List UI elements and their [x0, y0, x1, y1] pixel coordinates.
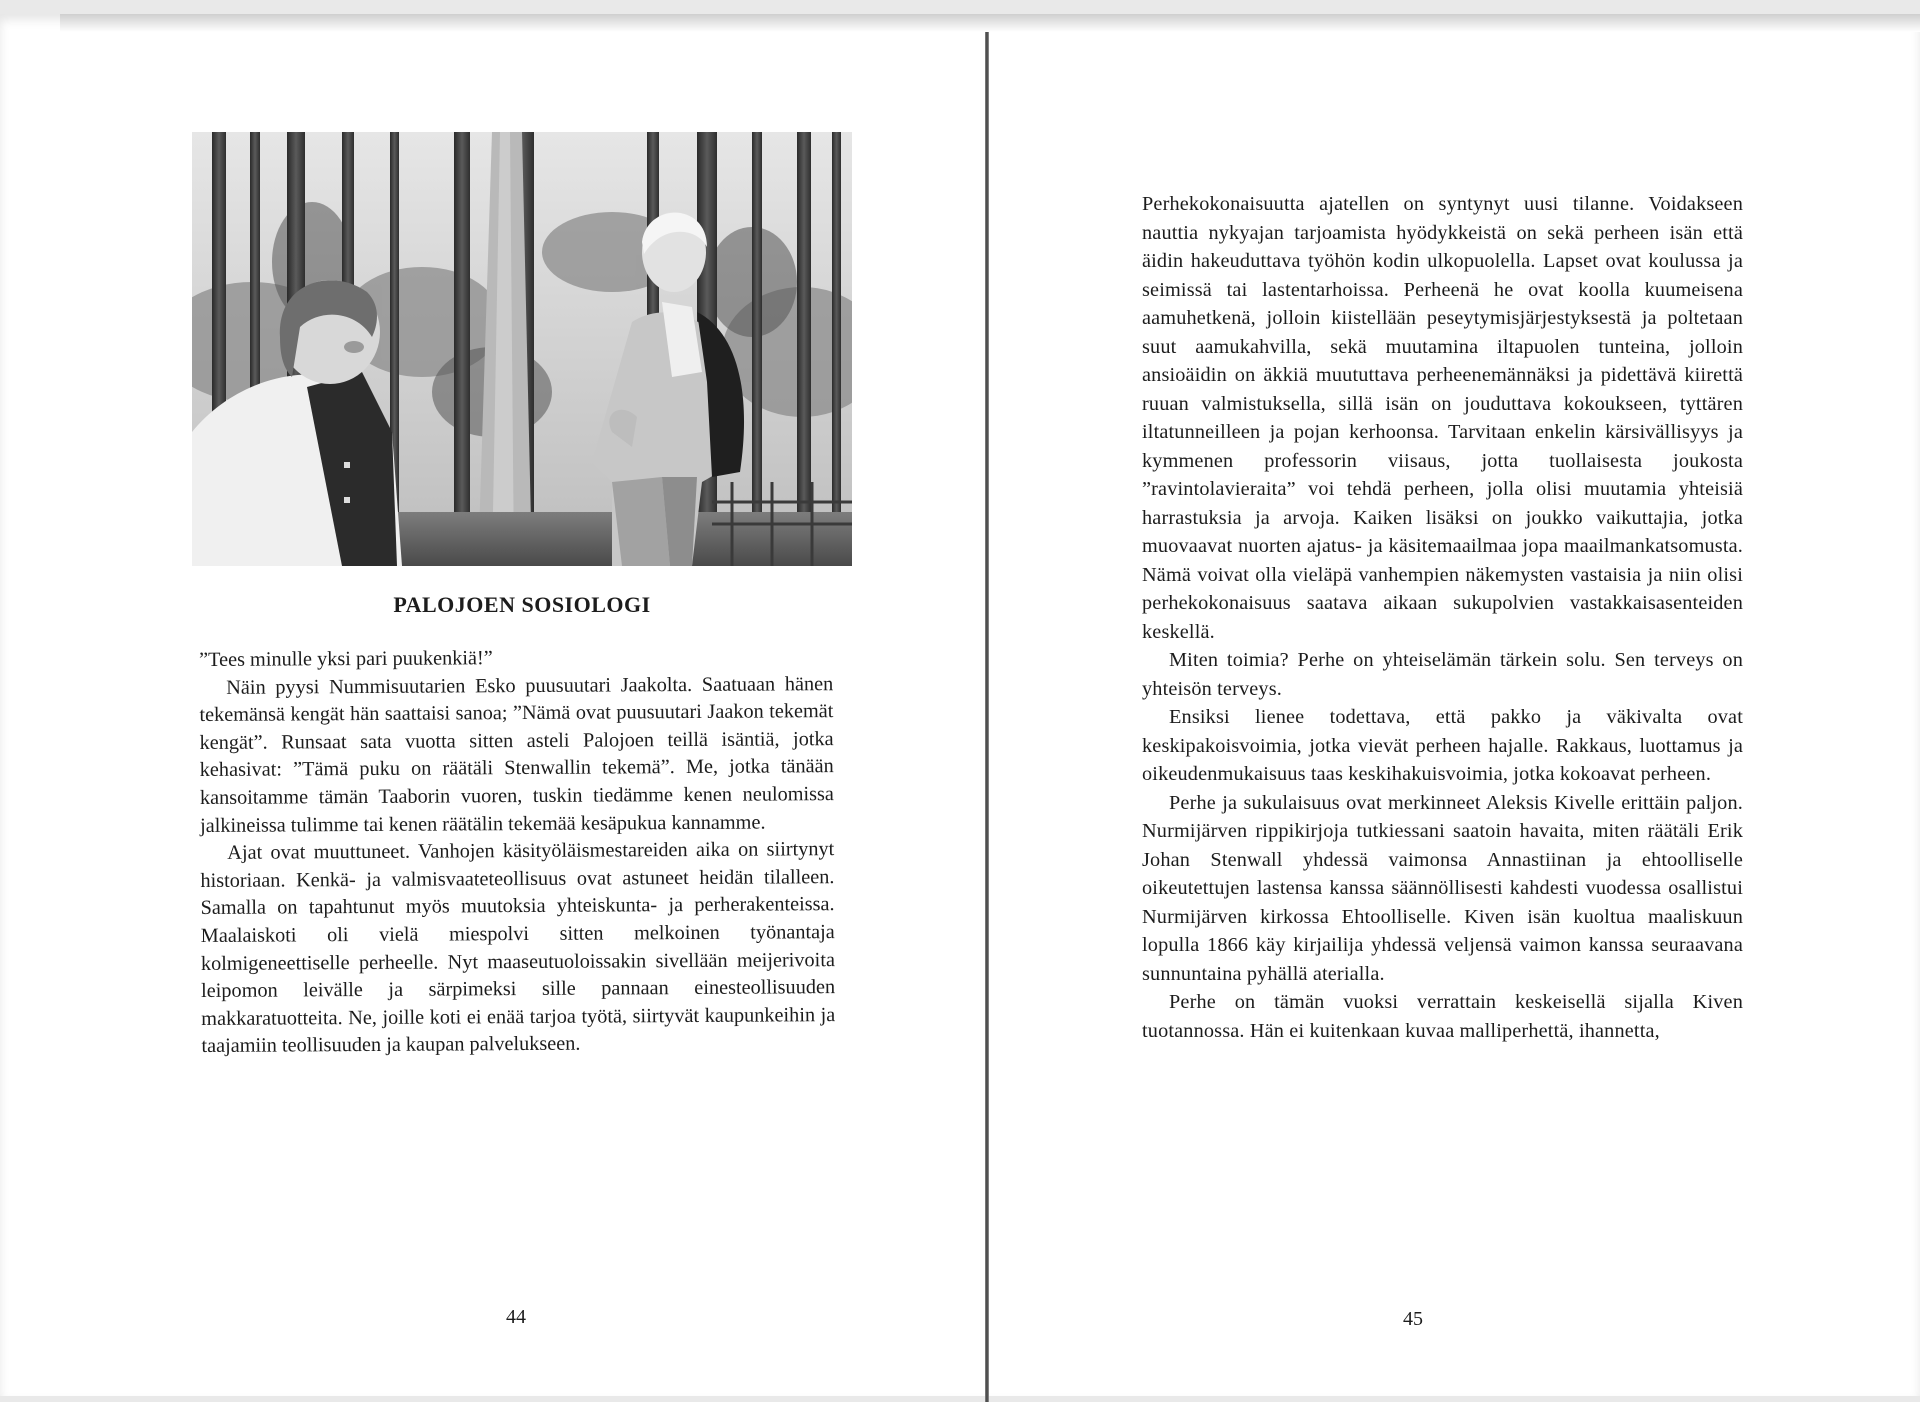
left-page: [0, 14, 985, 1396]
paragraph: Miten toimia? Perhe on yhteiselämän tärkein solu. Sen terveys on yhteisön terveys.: [1142, 649, 1743, 700]
left-page-text: [199, 643, 836, 1061]
right-page: [989, 14, 1920, 1396]
photo-illustration: [192, 132, 852, 566]
paragraph: Perhe ja sukulaisuus ovat merkinneet Aleksis Kivelle erittäin paljon. Nurmijärven rippikirjoja tutkiessani saatoin havaita, miten räätäli Erik Johan Stenwall yhdessä vaimonsa Annastiinan ja ehtoolliselle oikeutettujen lastensa kanssa säännöllisesti kahdesti vuodessa osallistui Nurmijärven kirkossa Ehtoolliselle. Kiven isän kuoltua maaliskuun lopulla 1866 käy kirjailija yhdessä veljensä vaimon kanssa seuraavana sunnuntaina pyhällä aterialla.: [1142, 791, 1743, 985]
photo-two-men-in-pine-forest-icon: [192, 132, 852, 566]
paragraph: ”Tees minulle yksi pari puukenkiä!”: [199, 647, 493, 671]
paragraph: Perhe on tämän vuoksi verrattain keskeisellä sijalla Kiven tuotannossa. Hän ei kuitenkaan kuvaa malliperhettä, ihannetta,: [1142, 991, 1743, 1042]
page-number: 44: [506, 1306, 526, 1328]
paragraph: Perhekokonaisuutta ajatellen on syntynyt uusi tilanne. Voidakseen nauttia nykyajan tarjoamista hyödykkeistä on sekä perheen isän että äidin hakeuduttava työhön kodin ulkopuolella. Lapset ovat koulussa ja seimissä tai lastentarhoissa. Perheenä he ovat koolla kuumeisena aamuhetkenä, jolloin kiistellään peseytymisjärjestyksestä ja poltetaan suut aamukahvilla, sekä muutamina iltapuolen tunteina, jolloin ansioäidin on äkkiä muututtava perheenemännäksi ja pidettävä kiirettä ruuan valmistuksella, sillä isän on jouduttava kokoukseen, tyttären iltatunneilleen ja pojan kerhoonsa. Tarvitaan enkelin kärsivällisyys ja kymmenen professorin viisaus, jotta tuollaisesta joukosta ”ravintolavieraita” voi tehdä perheen, jolla olisi muutamia yhteisiä harrastuksia ja arvoja. Kaiken lisäksi on joukko vaikuttajia, jotka muovaavat nuorten ajatus- ja käsitemaailmaa jopa maailmankatsomusta. Nämä voivat olla vieläpä vanhempien näkemysten vastaisia ja niin olisi perhekokonaisuus saatava aikaan sukupolvien vastakkaisasenteiden keskellä.: [1142, 193, 1743, 643]
right-page-text: [1142, 190, 1743, 1045]
paragraph: Näin pyysi Nummisuutarien Esko puusuutari Jaakolta. Saatuaan hänen tekemänsä kengät hän saattaisi sanoa; ”Nämä ovat puusuutari Jaakon tekemät kengät”. Runsaat sata vuotta sitten asteli Palojoen teillä isäntiä, jotka kehasivat: ”Tämä puku on räätäli Stenwallin tekemä”. Me, jotka tänään kansoitamme tämän Taaborin vuoren, tuskin tiedämme kenen neulomissa jalkineissa tulimme tai kenen räätälin tekemää kesäpukua kannamme.: [199, 672, 834, 837]
page-number: 45: [1403, 1308, 1423, 1330]
article-title: PALOJOEN SOSIOLOGI: [393, 592, 651, 617]
paragraph: Ajat ovat muuttuneet. Vanhojen käsityöläismestareiden aika on siirtynyt historiaan. Kenkä- ja valmisvaateteollisuus ovat astuneet heidän tilalleen. Samalla on tapahtunut myös muutoksia yhteiskunta- ja perherakenteissa. Maalaiskoti oli vielä miespolvi sitten melkoinen työnantaja kolmigeneettiselle perheelle. Nyt maaseutuoloissakin sivellään meijerivoita leipomon leivälle ja särpimeksi sille pannaan einesteollisuuden makkaratuotteita. Ne, joille koti ei enää tarjoa työtä, siirtyvät kaupunkeihin ja taajamiin teollisuuden ja kaupan palvelukseen.: [200, 838, 836, 1058]
book-spread: [0, 14, 1920, 1396]
paragraph: Ensiksi lienee todettava, että pakko ja väkivalta ovat keskipakoisvoimia, jotka vievät perheen hajalle. Rakkaus, luottamus ja oikeudenmukaisuus taas keskihakuisvoimia, jotka kokoavat perheen.: [1142, 706, 1743, 785]
